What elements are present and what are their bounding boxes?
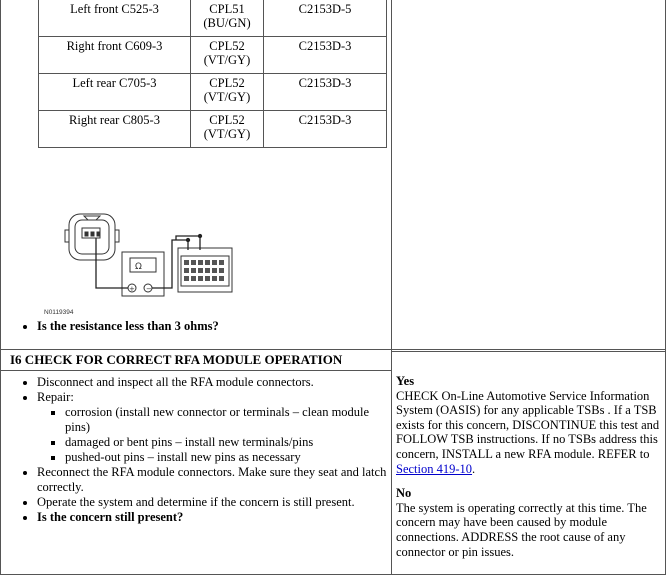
table-row xyxy=(39,111,387,148)
svg-text:−: − xyxy=(146,285,152,293)
circuit-cell xyxy=(191,0,264,37)
location-cell: Right rear C805-3 xyxy=(39,111,191,148)
action-list xyxy=(19,375,389,525)
step-title: I6 CHECK FOR CORRECT RFA MODULE OPERATION xyxy=(10,352,343,367)
resistance-question xyxy=(19,319,219,334)
repair-item: ▪ pushed-out pins – install new pins as necessary xyxy=(65,450,389,465)
yes-instructions: CHECK On-Line Automotive Service Information System (OASIS) for any applicable TSBs . If a TSB exists for this concern, DISCONTINUE this test and FOLLOW TSB instructions. If no TSBs address this concern, INSTALL a new RFA module. REFER to xyxy=(396,388,660,461)
circuit-name: CPL52 xyxy=(209,39,245,53)
dtc-cell: C2153D-5 xyxy=(264,0,387,37)
location-cell: Right front C609-3 xyxy=(39,37,191,74)
result-panel xyxy=(396,374,664,559)
repair-list xyxy=(37,405,389,465)
circuit-name: CPL51 xyxy=(209,2,245,16)
yes-label: Yes xyxy=(396,374,415,388)
yes-text xyxy=(396,389,664,477)
circuit-cell xyxy=(191,111,264,148)
row-divider-title xyxy=(0,370,391,371)
action-question: • Is the concern still present? xyxy=(37,510,389,525)
location-cell: Left front C525-3 xyxy=(39,0,191,37)
no-label: No xyxy=(396,486,412,501)
wire-color: (VT/GY) xyxy=(203,127,251,141)
section-link[interactable]: Section 419-10 xyxy=(396,461,473,476)
action-item xyxy=(37,390,389,465)
table-border-bottom xyxy=(0,574,666,575)
table-row xyxy=(39,74,387,111)
action-item: • Reconnect the RFA module connectors. Make sure they seat and latch correctly. xyxy=(37,465,389,495)
action-item: • Disconnect and inspect all the RFA module connectors. xyxy=(37,375,389,390)
repair-label: Repair: xyxy=(37,390,74,404)
spacer xyxy=(396,476,664,486)
table-border-left xyxy=(0,0,1,575)
wire-color: (VT/GY) xyxy=(203,53,251,67)
table-row xyxy=(39,0,387,37)
module-connector-icon xyxy=(178,248,232,292)
wire-color: (BU/GN) xyxy=(203,16,251,30)
repair-item: ▪ corrosion (install new connector or terminals – clean module pins) xyxy=(65,405,389,435)
repair-item: ▪ damaged or bent pins – install new terminals/pins xyxy=(65,435,389,450)
column-divider xyxy=(391,0,392,575)
row-divider-top xyxy=(0,349,666,350)
svg-text:+: + xyxy=(129,285,135,293)
no-text: The system is operating correctly at this time. The concern may have been caused by module connections. ADDRESS the root cause of any connector or pin issues. xyxy=(396,500,647,559)
circuit-name: CPL52 xyxy=(209,113,245,127)
circuit-cell xyxy=(191,37,264,74)
svg-text:Ω: Ω xyxy=(135,262,142,272)
table-border-right xyxy=(665,0,666,575)
dtc-cell: C2153D-3 xyxy=(264,37,387,74)
table-row xyxy=(39,37,387,74)
circuit-cell xyxy=(191,74,264,111)
question-item: • Is the resistance less than 3 ohms? xyxy=(37,319,219,334)
dtc-cell: C2153D-3 xyxy=(264,111,387,148)
location-cell: Left rear C705-3 xyxy=(39,74,191,111)
resistance-test-diagram xyxy=(52,210,252,322)
connector-table xyxy=(38,0,387,148)
circuit-name: CPL52 xyxy=(209,76,245,90)
wire-color: (VT/GY) xyxy=(203,90,251,104)
figure-id: N0119394 xyxy=(44,309,74,316)
row-divider-right xyxy=(391,351,666,352)
action-item: • Operate the system and determine if the concern is still present. xyxy=(37,495,389,510)
sensor-connector-icon xyxy=(65,214,119,260)
dtc-cell: C2153D-3 xyxy=(264,74,387,111)
yes-tail: . xyxy=(472,461,476,476)
ohmmeter-icon xyxy=(122,252,164,296)
